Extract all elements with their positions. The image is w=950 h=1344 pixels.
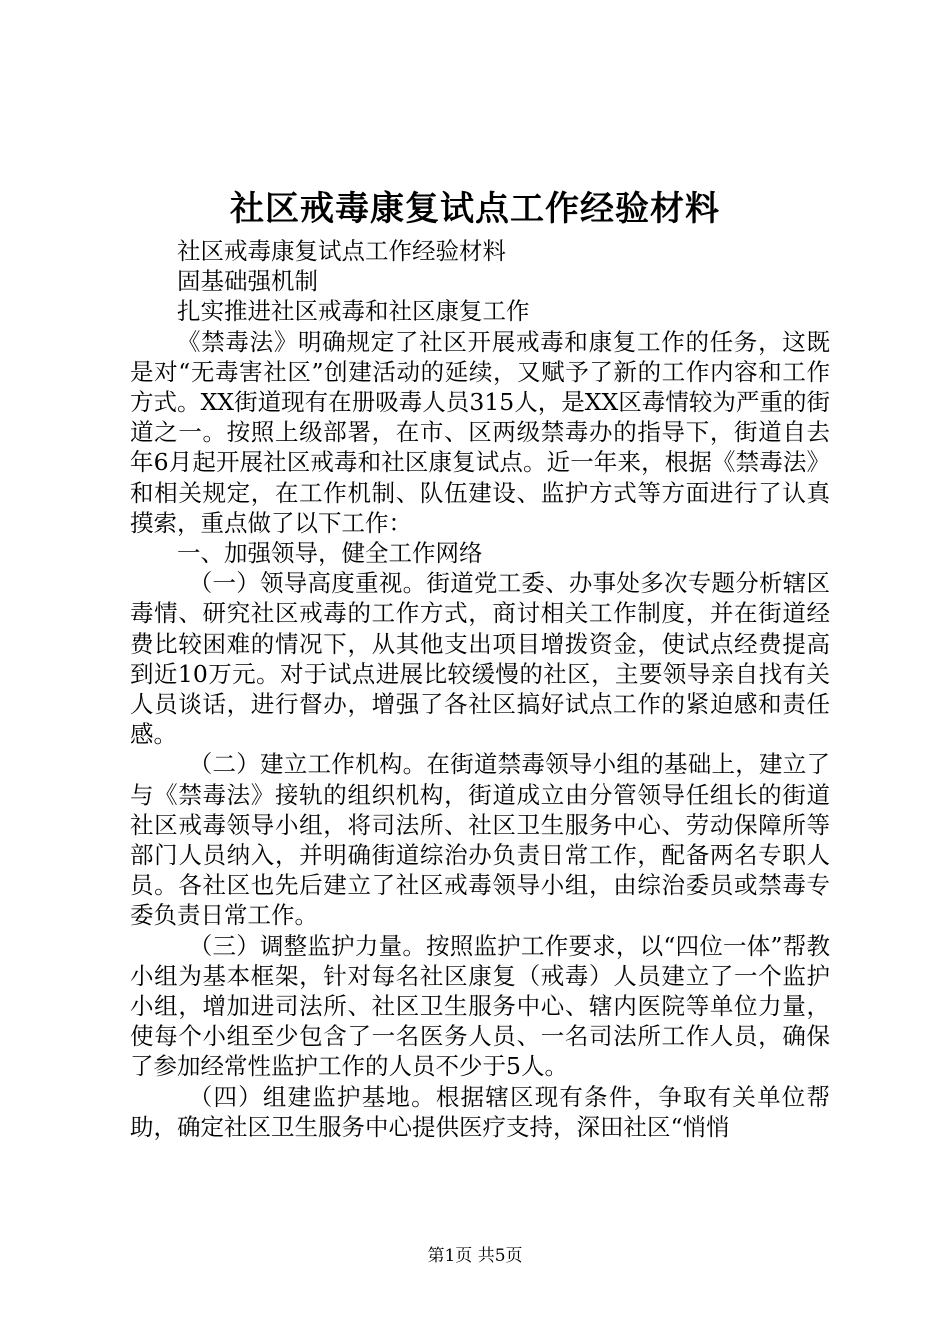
- paragraph-intro: 《禁毒法》明确规定了社区开展戒毒和康复工作的任务，这既是对“无毒害社区”创建活动的延续，又赋予了新的工作内容和工作方式。XX街道现有在册吸毒人员315人，是XX区毒情较为严重的街道之一。按照上级部署，在市、区两级禁毒办的指导下，街道自去年6月起开展社区戒毒和社区康复试点。近一年来，根据《禁毒法》和相关规定，在工作机制、队伍建设、监护方式等方面进行了认真摸索，重点做了以下工作：: [130, 327, 830, 537]
- paragraph-heading-1: 固基础强机制: [177, 267, 318, 296]
- paragraph-item-1: （一）领导高度重视。街道党工委、办事处多次专题分析辖区毒情、研究社区戒毒的工作方式，商讨相关工作制度，并在街道经费比较困难的情况下，从其他支出项目增拨资金，使试点经费提高到近10万元。对于试点进展比较缓慢的社区，主要领导亲自找有关人员谈话，进行督办，增强了各社区搞好试点工作的紧迫感和责任感。: [130, 569, 830, 749]
- page-number: 第1页 共5页: [427, 1246, 523, 1266]
- paragraph-item-4: （四）组建监护基地。根据辖区现有条件，争取有关单位帮助，确定社区卫生服务中心提供医疗支持，深田社区“悄悄: [130, 1082, 830, 1141]
- paragraph-item-3: （三）调整监护力量。按照监护工作要求，以“四位一体”帮教小组为基本框架，针对每名社区康复（戒毒）人员建立了一个监护小组，增加进司法所、社区卫生服务中心、辖内医院等单位力量，使每个小组至少包含了一名医务人员、一名司法所工作人员，确保了参加经常性监护工作的人员不少于5人。: [130, 931, 830, 1081]
- document-title: 社区戒毒康复试点工作经验材料: [230, 189, 720, 229]
- section-heading: 一、加强领导，健全工作网络: [177, 539, 483, 568]
- document-body: [130, 236, 830, 1142]
- paragraph-item-2: （二）建立工作机构。在街道禁毒领导小组的基础上，建立了与《禁毒法》接轨的组织机构，街道成立由分管领导任组长的街道社区戒毒领导小组，将司法所、社区卫生服务中心、劳动保障所等部门人员纳入，并明确街道综治办负责日常工作，配备两名专职人员。各社区也先后建立了社区戒毒领导小组，由综治委员或禁毒专委负责日常工作。: [130, 750, 830, 930]
- paragraph-heading-2: 扎实推进社区戒毒和社区康复工作: [177, 297, 530, 326]
- paragraph-subtitle: 社区戒毒康复试点工作经验材料: [177, 237, 506, 265]
